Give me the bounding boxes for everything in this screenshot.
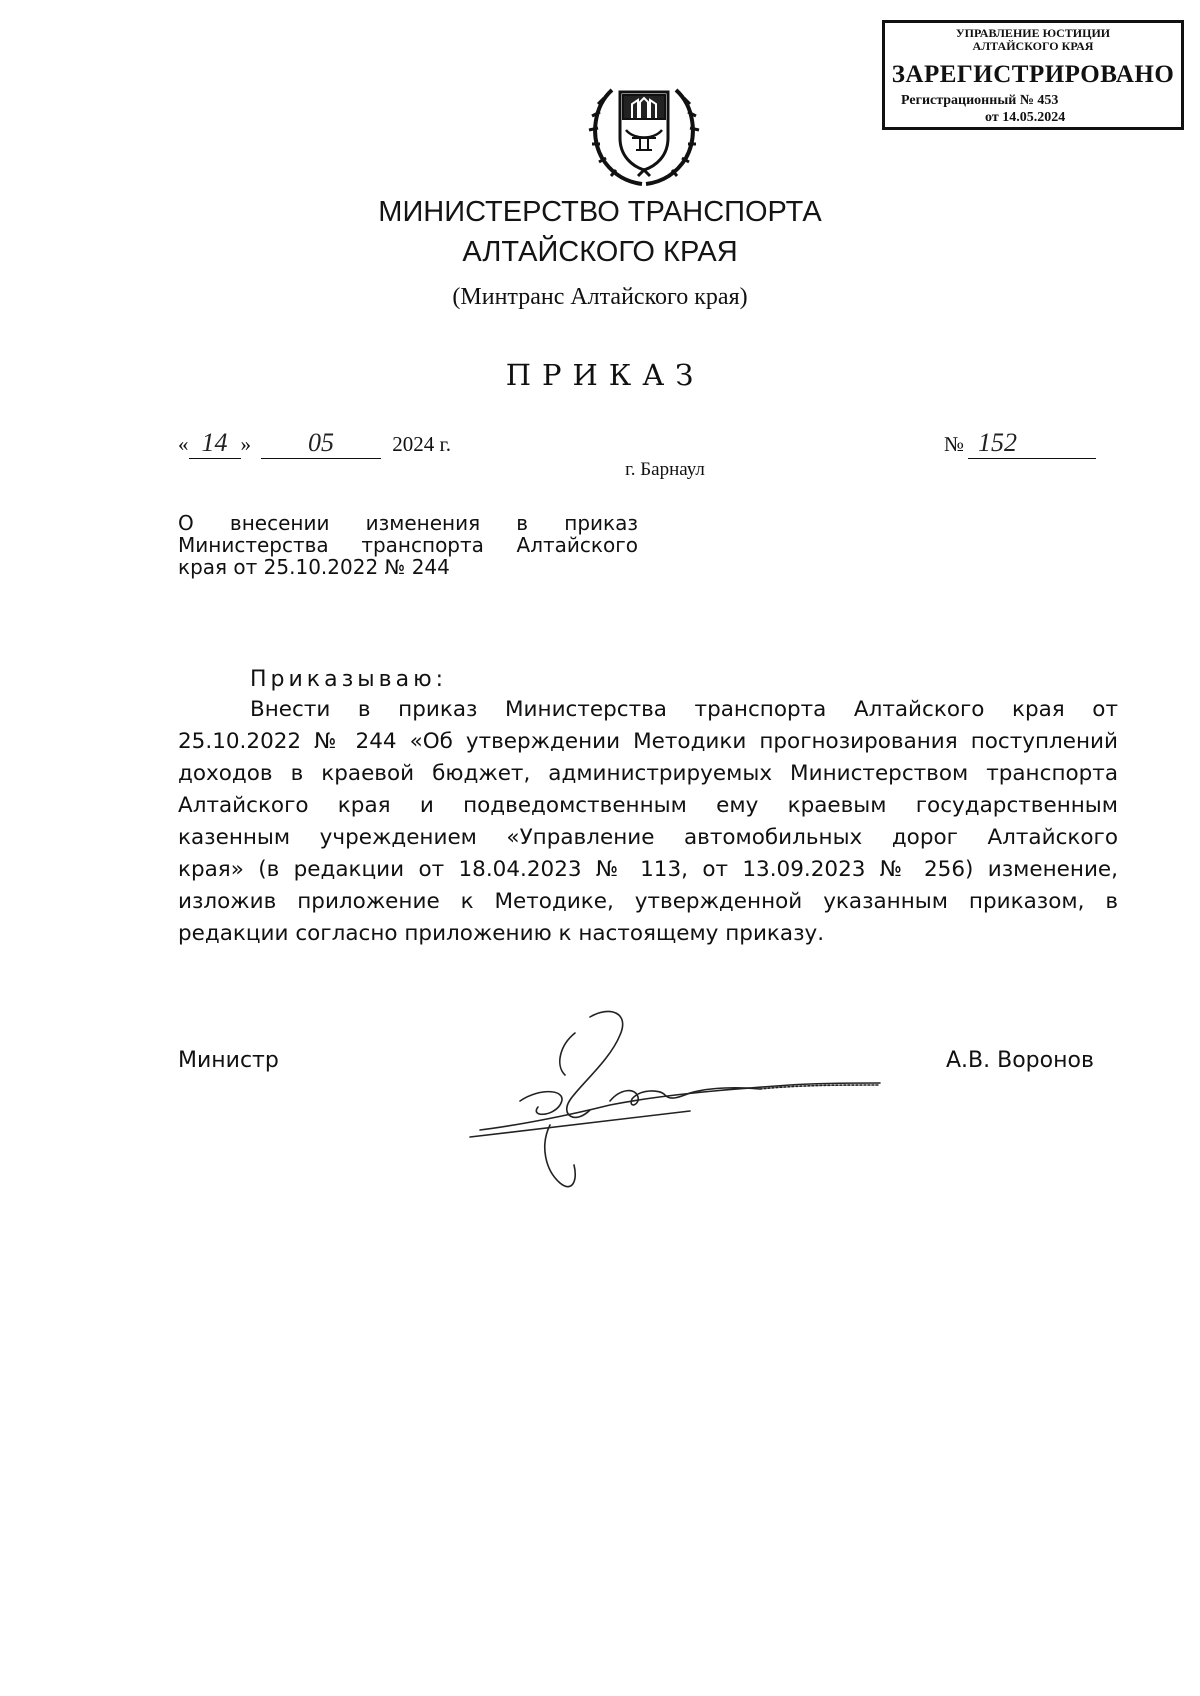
signer-name: А.В. Воронов xyxy=(946,1048,1094,1073)
date-close-quote: » xyxy=(240,432,251,456)
stamp-organization xyxy=(885,27,1181,53)
stamp-reg-number: Регистрационный № 453 xyxy=(901,93,1059,108)
date-day: 14 xyxy=(189,428,241,459)
handwritten-signature-icon xyxy=(460,1005,940,1205)
document-number xyxy=(944,428,1096,459)
subject-line: Министерства транспорта Алтайского xyxy=(178,533,638,557)
date-year: 2024 г. xyxy=(392,432,451,456)
body-line: Внести в приказ Министерства транспорта Алтайского края от xyxy=(250,697,1118,722)
date-month: 05 xyxy=(261,428,381,459)
subject-line: края от 25.10.2022 № 244 xyxy=(178,555,450,579)
body-line: доходов в краевой бюджет, администрируемых Министерством транспорта xyxy=(178,761,1118,786)
order-body xyxy=(178,694,1118,950)
ministry-name-line-1: МИНИСТЕРСТВО ТРАНСПОРТА xyxy=(378,196,822,228)
date-open-quote: « xyxy=(178,432,189,456)
document-subject xyxy=(178,512,638,578)
number-value: 152 xyxy=(968,428,1096,459)
body-line: 25.10.2022 № 244 «Об утверждении Методики прогнозирования поступлений xyxy=(178,729,1118,754)
order-intro: Приказываю: xyxy=(250,667,448,692)
subject-line: О внесении изменения в приказ xyxy=(178,511,638,535)
body-line: редакции согласно приложению к настоящему приказу. xyxy=(178,921,825,946)
stamp-status: ЗАРЕГИСТРИРОВАНО xyxy=(891,61,1175,88)
document-date xyxy=(178,428,451,459)
stamp-org-line-1: УПРАВЛЕНИЕ ЮСТИЦИИ xyxy=(955,26,1111,40)
city: г. Барнаул xyxy=(625,459,705,480)
coat-of-arms-icon xyxy=(582,78,706,188)
body-line: казенным учреждением «Управление автомобильных дорог Алтайского xyxy=(178,825,1118,850)
registration-stamp xyxy=(882,20,1184,130)
stamp-reg-date: от 14.05.2024 xyxy=(985,110,1066,125)
ministry-short-name: (Минтранс Алтайского края) xyxy=(452,284,748,310)
body-line: края» (в редакции от 18.04.2023 № 113, от 13.09.2023 № 256) изменение, xyxy=(178,857,1118,882)
body-line: изложив приложение к Методике, утвержденной указанным приказом, в xyxy=(178,889,1118,914)
number-label: № xyxy=(944,432,965,456)
document-type: ПРИКАЗ xyxy=(505,358,705,392)
stamp-org-line-2: АЛТАЙСКОГО КРАЯ xyxy=(972,39,1094,53)
signer-position: Министр xyxy=(178,1048,279,1073)
body-line: Алтайского края и подведомственным ему краевым государственным xyxy=(178,793,1118,818)
ministry-name-line-2: АЛТАЙСКОГО КРАЯ xyxy=(462,236,738,268)
